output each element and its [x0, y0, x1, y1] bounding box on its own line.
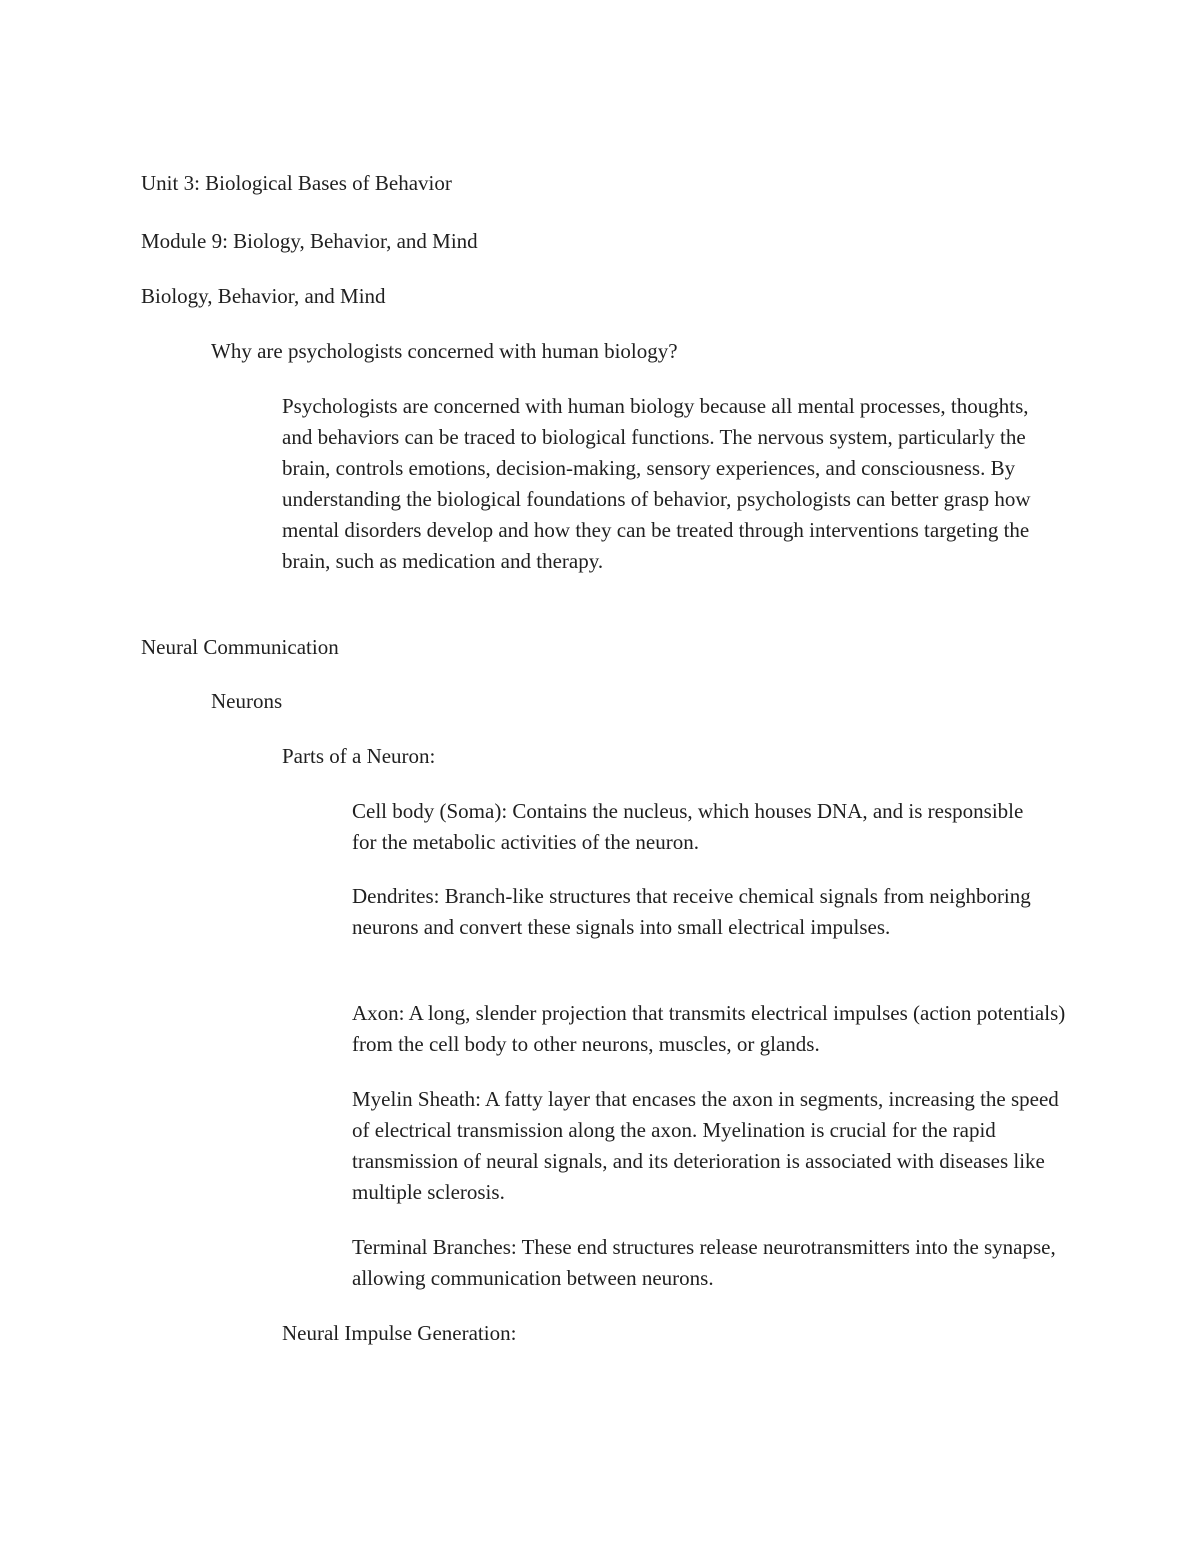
part-myelin-sheath: Myelin Sheath: A fatty layer that encases the axon in segments, increasing the speed of electrical transmission along the axon. Myelination is crucial for the rapid transmission of neural signals, and its deterioration is associated with diseases like multiple sclerosis. — [352, 1087, 1059, 1204]
parts-heading: Parts of a Neuron: — [282, 744, 436, 768]
impulse-generation-heading: Neural Impulse Generation: — [282, 1321, 517, 1345]
answer-paragraph: Psychologists are concerned with human biology because all mental processes, thoughts, and behaviors can be traced to biological functions. The nervous system, particularly the brain, controls emotions, decision-making, sensory experiences, and consciousness. By understanding the biological foundations of behavior, psychologists can better grasp how mental disorders develop and how they can be treated through interventions targeting the brain, such as medication and therapy. — [282, 394, 1031, 573]
question-text: Why are psychologists concerned with human biology? — [211, 339, 678, 363]
part-axon: Axon: A long, slender projection that transmits electrical impulses (action potentials) from the cell body to other neurons, muscles, or glands. — [352, 1001, 1066, 1056]
section-heading: Biology, Behavior, and Mind — [141, 284, 386, 308]
part-cell-body: Cell body (Soma): Contains the nucleus, which houses DNA, and is responsible for the metabolic activities of the neuron. — [352, 799, 1024, 854]
neurons-heading: Neurons — [211, 689, 283, 713]
part-dendrites: Dendrites: Branch-like structures that receive chemical signals from neighboring neurons and convert these signals into small electrical impulses. — [352, 884, 1031, 939]
module-title: Module 9: Biology, Behavior, and Mind — [141, 229, 478, 253]
neural-communication-heading: Neural Communication — [141, 635, 339, 659]
part-terminal-branches: Terminal Branches: These end structures release neurotransmitters into the synapse, allowing communication between neurons. — [352, 1235, 1056, 1290]
unit-title: Unit 3: Biological Bases of Behavior — [141, 171, 452, 195]
